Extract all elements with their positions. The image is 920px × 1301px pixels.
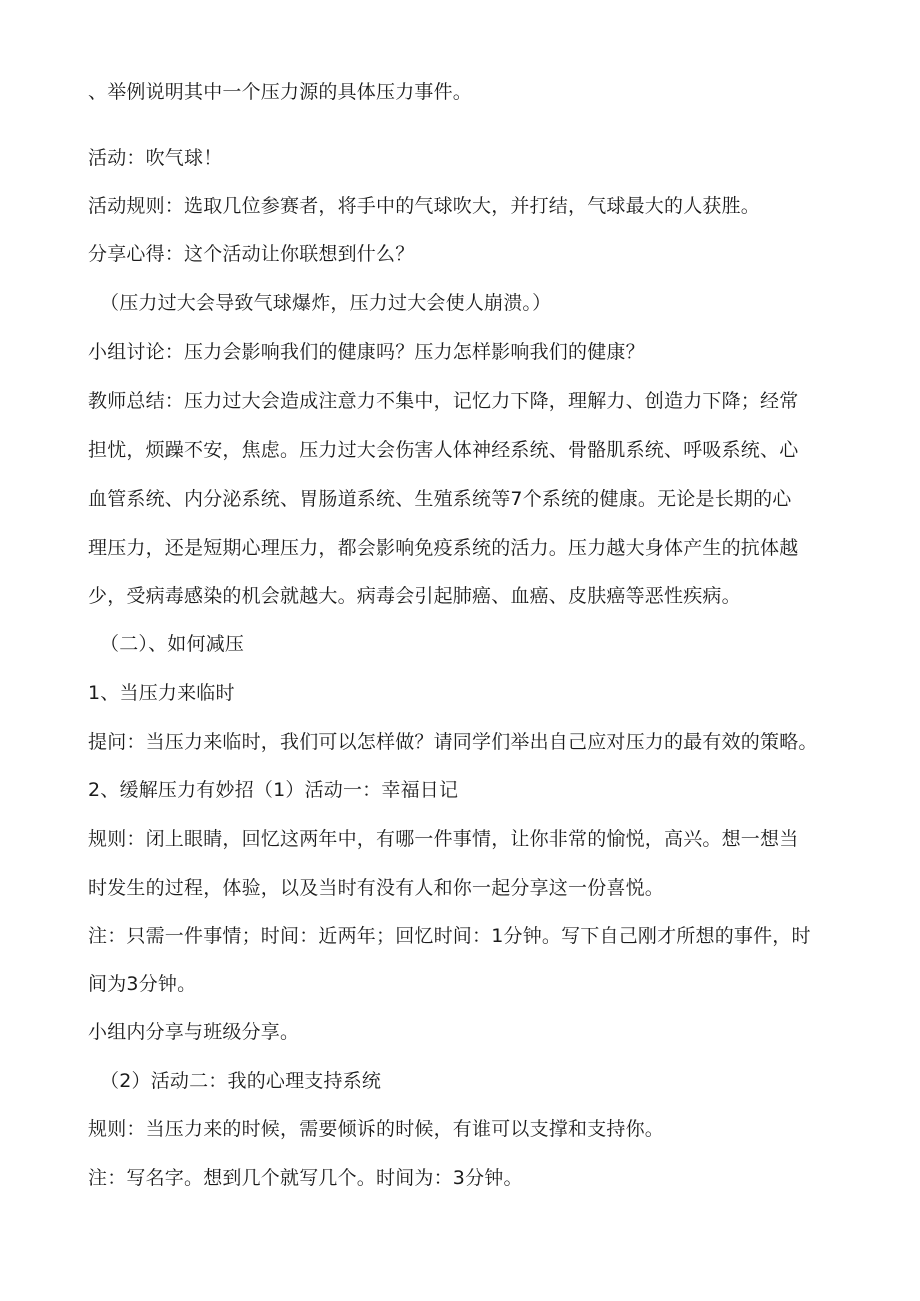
text-line-note-2: 间为3分钟。 — [88, 973, 197, 995]
section-heading-stress-relief: （二）、如何减压 — [100, 633, 245, 655]
text-line-question: 提问：当压力来临时，我们可以怎样做？请同学们举出自己应对压力的最有效的策略。 — [88, 731, 818, 753]
text-line-group-share: 小组内分享与班级分享。 — [88, 1021, 300, 1043]
text-line-summary-2: 担忧，烦躁不安，焦虑。压力过大会伤害人体神经系统、骨骼肌系统、呼吸系统、心 — [88, 439, 799, 461]
text-line-rule-1: 规则：闭上眼睛，回忆这两年中，有哪一件事情，让你非常的愉悦，高兴。想一想当 — [88, 828, 799, 850]
text-line-summary-3: 血管系统、内分泌系统、胃肠道系统、生殖系统等7个系统的健康。无论是长期的心 — [88, 488, 792, 510]
text-line-summary-1: 教师总结：压力过大会造成注意力不集中，记忆力下降，理解力、创造力下降；经常 — [88, 390, 799, 412]
text-line-note-1: 注：只需一件事情；时间：近两年；回忆时间：1分钟。写下自己刚才所想的事件，时 — [88, 925, 811, 947]
subheading-activity-two: （2）活动二：我的心理支持系统 — [100, 1070, 382, 1092]
subheading-when-stress-comes: 1、当压力来临时 — [88, 682, 235, 704]
text-line-summary-4: 理压力，还是短期心理压力，都会影响免疫系统的活力。压力越大身体产生的抗体越 — [88, 537, 799, 559]
text-line-group-discussion: 小组讨论：压力会影响我们的健康吗？压力怎样影响我们的健康？ — [88, 341, 645, 363]
text-line-rule-2: 时发生的过程，体验，以及当时有没有人和你一起分享这一份喜悦。 — [88, 877, 665, 899]
text-line-intro: 、举例说明其中一个压力源的具体压力事件。 — [88, 81, 473, 103]
text-line-summary-5: 少，受病毒感染的机会就越大。病毒会引起肺癌、血癌、皮肤癌等恶性疾病。 — [88, 585, 741, 607]
text-line-rule-support: 规则：当压力来的时候，需要倾诉的时候，有谁可以支撑和支持你。 — [88, 1118, 665, 1140]
text-line-activity-rules: 活动规则：选取几位参赛者，将手中的气球吹大，并打结，气球最大的人获胜。 — [88, 195, 761, 217]
subheading-relief-tips: 2、缓解压力有妙招（1）活动一：幸福日记 — [88, 779, 459, 801]
text-line-sharing: 分享心得：这个活动让你联想到什么？ — [88, 243, 415, 265]
text-line-balloon-note: （压力过大会导致气球爆炸，压力过大会使人崩溃。） — [100, 292, 552, 314]
text-line-note-names: 注：写名字。想到几个就写几个。时间为：3分钟。 — [88, 1167, 523, 1189]
text-line-activity-title: 活动：吹气球！ — [88, 147, 223, 169]
